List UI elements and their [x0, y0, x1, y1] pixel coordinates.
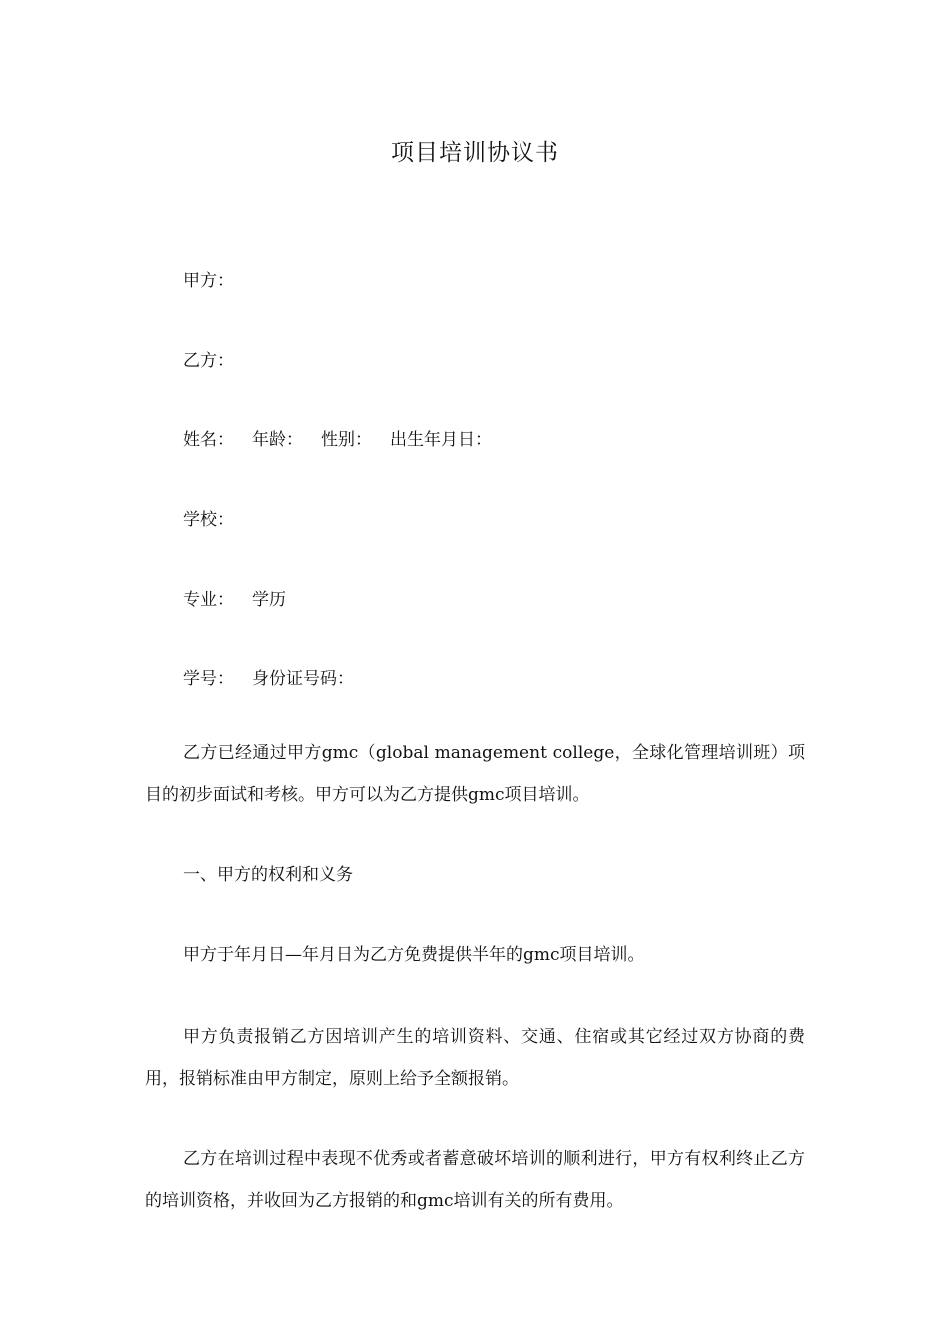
id-row	[183, 664, 354, 689]
id-number-label: 身份证号码：	[252, 669, 354, 689]
major-label: 专业：	[183, 590, 234, 610]
party-b-field	[183, 346, 234, 371]
clause-termination: 乙方在培训过程中表现不优秀或者蓄意破坏培训的顺利进行，甲方有权利终止乙方的培训资格，并收回为乙方报销的和gmc培训有关的所有费用。	[145, 1149, 805, 1211]
party-b-label: 乙方：	[183, 351, 234, 371]
intro-paragraph: 乙方已经通过甲方gmc（global management college，全球化管理培训班）项目的初步面试和考核。甲方可以为乙方提供gmc项目培训。	[145, 743, 805, 805]
section-heading-party-a-rights: 一、甲方的权利和义务	[183, 865, 353, 885]
party-a-label: 甲方：	[183, 271, 234, 291]
school-field	[183, 505, 234, 530]
document-title: 项目培训协议书	[391, 140, 559, 166]
birth-date-label: 出生年月日：	[390, 430, 492, 450]
personal-info-row	[183, 425, 492, 450]
clause-reimbursement: 甲方负责报销乙方因培训产生的培训资料、交通、住宿或其它经过双方协商的费用，报销标准由甲方制定，原则上给予全额报销。	[145, 1027, 805, 1089]
party-a-field	[183, 266, 234, 291]
student-id-label: 学号：	[183, 669, 234, 689]
name-label: 姓名：	[183, 430, 234, 450]
major-education-row	[183, 585, 286, 610]
school-label: 学校：	[183, 510, 234, 530]
education-label: 学历	[252, 590, 286, 610]
age-label: 年龄：	[252, 430, 303, 450]
clause-training-period: 甲方于年月日—年月日为乙方免费提供半年的gmc项目培训。	[183, 945, 645, 965]
gender-label: 性别：	[321, 430, 372, 450]
